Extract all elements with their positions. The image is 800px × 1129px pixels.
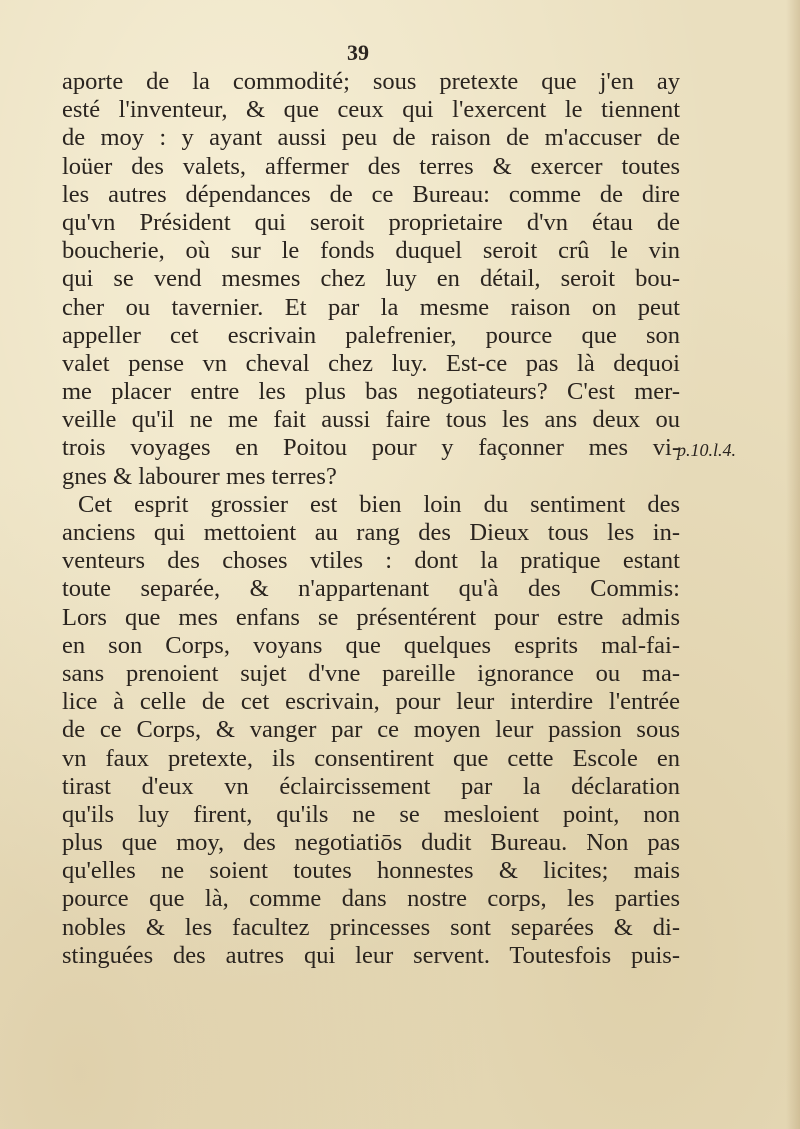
text-line: vn faux pretexte, ils consentirent que cette Escole en (62, 744, 680, 772)
text-line: cher ou tavernier. Et par la mesme raison on peut (62, 293, 680, 321)
text-line: aporte de la commodité; sous pretexte que j'en ay (62, 68, 680, 95)
text-line: de ce Corps, & vanger par ce moyen leur passion sous (62, 716, 680, 744)
text-line: esté l'inventeur, & que ceux qui l'exercent le tiennent (62, 96, 680, 124)
text-line: veille qu'il ne me fait aussi faire tous les ans deux ou (62, 406, 680, 434)
text-line: tirast d'eux vn éclaircissement par la déclaration (62, 772, 680, 800)
page-edge-shadow (786, 0, 800, 1129)
margin-note: p.10.l.4. (677, 440, 737, 460)
text-line: qui se vend mesmes chez luy en détail, seroit bou- (62, 265, 680, 293)
text-line: trois voyages en Poitou pour y façonner mes vi- (62, 434, 680, 462)
paragraph-start-line: Cet esprit grossier est bien loin du sentiment des (78, 490, 680, 518)
text-line: anciens qui mettoient au rang des Dieux tous les in- (62, 519, 680, 546)
text-line: lice à celle de cet escrivain, pour leur interdire l'entrée (62, 688, 680, 716)
text-line: valet pense vn cheval chez luy. Est-ce pas là dequoi (62, 349, 680, 377)
text-line: nobles & les facultez princesses sont separées & di- (62, 913, 680, 941)
text-line: venteurs des choses vtiles : dont la pratique estant (62, 547, 680, 575)
text-line: qu'ils luy firent, qu'ils ne se mesloient point, non (62, 800, 680, 828)
text-line: en son Corps, voyans que quelques esprits mal-fai- (62, 631, 680, 659)
text-line: boucherie, où sur le fonds duquel seroit crû le vin (62, 237, 680, 265)
text-line: gnes & labourer mes terres? (62, 462, 337, 490)
text-line: qu'vn Président qui seroit proprietaire d'vn étau de (62, 208, 680, 236)
text-line: loüer des valets, affermer des terres & exercer toutes (62, 152, 680, 180)
text-line: pource que là, comme dans nostre corps, les parties (62, 885, 680, 913)
text-line: toute separée, & n'appartenant qu'à des Commis: (62, 575, 680, 603)
text-line: qu'elles ne soient toutes honnestes & licites; mais (62, 857, 680, 885)
text-line: me placer entre les plus bas negotiateurs? C'est mer- (62, 378, 680, 406)
text-line: Lors que mes enfans se présentérent pour estre admis (62, 603, 680, 631)
text-line: de moy : y ayant aussi peu de raison de m'accuser de (62, 124, 680, 152)
body-text (62, 68, 680, 970)
page-number: 39 (347, 40, 369, 65)
text-line: les autres dépendances de ce Bureau: comme de dire (62, 180, 680, 208)
text-line: appeller cet escrivain palefrenier, pource que son (62, 321, 680, 349)
text-line: sans prenoient sujet d'vne pareille ignorance ou ma- (62, 659, 680, 687)
text-line: plus que moy, des negotiatiōs dudit Bureau. Non pas (62, 829, 680, 857)
text-line: stinguées des autres qui leur servent. Toutesfois puis- (62, 941, 680, 969)
